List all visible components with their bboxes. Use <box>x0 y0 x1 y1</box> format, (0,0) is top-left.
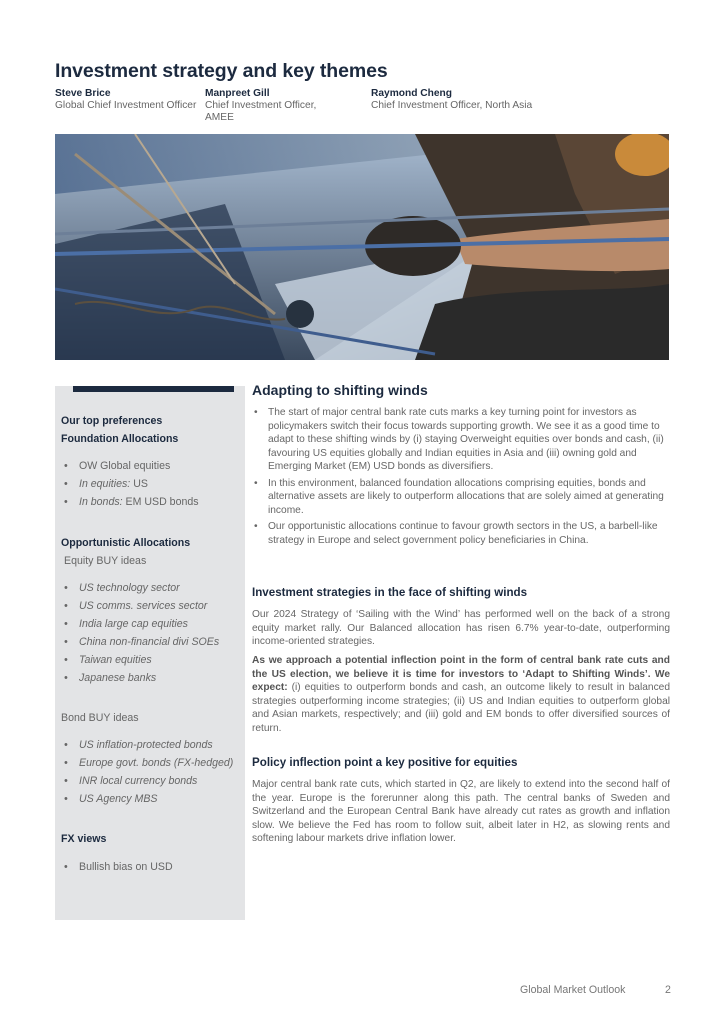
page-title: Investment strategy and key themes <box>55 60 388 82</box>
bond-buy-list <box>61 736 233 808</box>
list-item-label: In equities: <box>79 478 131 490</box>
fx-views-heading: FX views <box>61 833 107 845</box>
list-item <box>61 457 199 475</box>
list-item: • Our opportunistic allocations continue to favour growth sectors in the US, a barbell-like strategy in Europe and select government policy beneficiaries in China. <box>252 520 670 547</box>
footer-page-number: 2 <box>665 984 671 996</box>
bond-buy-ideas-heading: Bond BUY ideas <box>61 712 139 724</box>
equity-buy-ideas-heading: Equity BUY ideas <box>64 555 147 567</box>
foundation-allocations-heading: Foundation Allocations <box>61 433 179 445</box>
section2-paragraph-1: Our 2024 Strategy of ‘Sailing with the Wind’ has performed well on the back of a strong equity market rally. Our Balanced allocation has risen 6.7% year-to-date, outperforming income-oriented strategies. <box>252 609 670 647</box>
section3-paragraph: Major central bank rate cuts, which started in Q2, are likely to extend into the second half of the year. Europe is the forerunner along this path. The central banks of Sweden and Switzerland and the European Central Bank have already cut rates as growth and inflation slow. We believe the Fed has room to follow suit, albeit later in H2, as slowing rents and softening labour markets drive inflation lower. <box>252 779 670 844</box>
author-role: Chief Investment Officer, North Asia <box>371 100 533 111</box>
list-item-label: In bonds: <box>79 496 123 508</box>
list-item: • Taiwan equities <box>61 651 219 669</box>
list-item: • US technology sector <box>61 579 219 597</box>
foundation-block <box>61 412 178 448</box>
author-role: Chief Investment Officer, <box>205 100 317 111</box>
list-item: • Bullish bias on USD <box>61 858 173 876</box>
section2-paragraph-2 <box>252 654 670 735</box>
author-name: Manpreet Gill <box>205 88 270 99</box>
author-steve-brice <box>55 88 205 112</box>
list-item: • China non-financial divi SOEs <box>61 633 219 651</box>
sailing-photo-illustration <box>55 134 669 360</box>
list-item: • US Agency MBS <box>61 790 233 808</box>
fx-views-list <box>61 858 173 876</box>
list-item <box>61 493 199 511</box>
list-item: • In this environment, balanced foundation allocations comprising equities, bonds and alternative assets are likely to outperform allocations that are solely aimed at generating income. <box>252 477 670 518</box>
section-heading-investment-strategies: Investment strategies in the face of shifting winds <box>252 586 528 599</box>
foundation-list <box>61 457 199 511</box>
section2-paragraph-2-rest: (i) equities to outperform bonds and cash, an outcome likely to result in balanced strategies outperforming income strategies; (ii) US and Indian equities to outperform global and Asian markets, respectively; and (iii) gold and EM bonds to offer diversified sources of return. <box>252 682 670 734</box>
list-item: • India large cap equities <box>61 615 219 633</box>
opportunistic-allocations-heading: Opportunistic Allocations <box>61 537 191 549</box>
top-preferences-heading: Our top preferences <box>61 415 163 427</box>
list-item: • Japanese banks <box>61 669 219 687</box>
footer-publication-title: Global Market Outlook <box>520 984 626 996</box>
list-item: • US comms. services sector <box>61 597 219 615</box>
author-manpreet-gill <box>205 88 335 124</box>
list-item: • US inflation-protected bonds <box>61 736 233 754</box>
author-name: Raymond Cheng <box>371 88 452 99</box>
list-item: • The start of major central bank rate cuts marks a key turning point for investors as policymakers switch their focus towards supporting growth. We see it as a good time to adapt to these shifting winds by (i) staying Overweight equities over bonds and cash, (ii) favouring US equities globally and Indian equities in Asia and (iii) owning gold and Emerging Market (EM) USD bonds as diversifiers. <box>252 406 670 474</box>
list-item-value: US <box>130 478 148 490</box>
list-item-value: EM USD bonds <box>122 496 199 508</box>
author-name: Steve Brice <box>55 88 111 99</box>
section-heading-policy-inflection: Policy inflection point a key positive for equities <box>252 756 518 769</box>
author-raymond-cheng <box>371 88 571 112</box>
list-item: • Europe govt. bonds (FX-hedged) <box>61 754 233 772</box>
section2-paragraph-2-lead: As we approach a potential inflection point in the form of central bank rate cuts and the US election, we believe it is time for investors to ‘Adapt to Shifting Winds’. We expect: <box>252 655 670 693</box>
author-role-line2: AMEE <box>205 112 234 123</box>
list-item-text: OW Global equities <box>79 460 171 472</box>
section1-bullet-list <box>252 406 670 550</box>
list-item <box>61 475 199 493</box>
author-role: Global Chief Investment Officer <box>55 100 197 111</box>
sidebar-accent-bar <box>73 386 234 392</box>
hero-sailing-photo <box>55 134 669 360</box>
opportunistic-block <box>61 534 190 570</box>
equity-buy-list <box>61 579 219 687</box>
section-heading-adapting: Adapting to shifting winds <box>252 382 428 398</box>
list-item: • INR local currency bonds <box>61 772 233 790</box>
